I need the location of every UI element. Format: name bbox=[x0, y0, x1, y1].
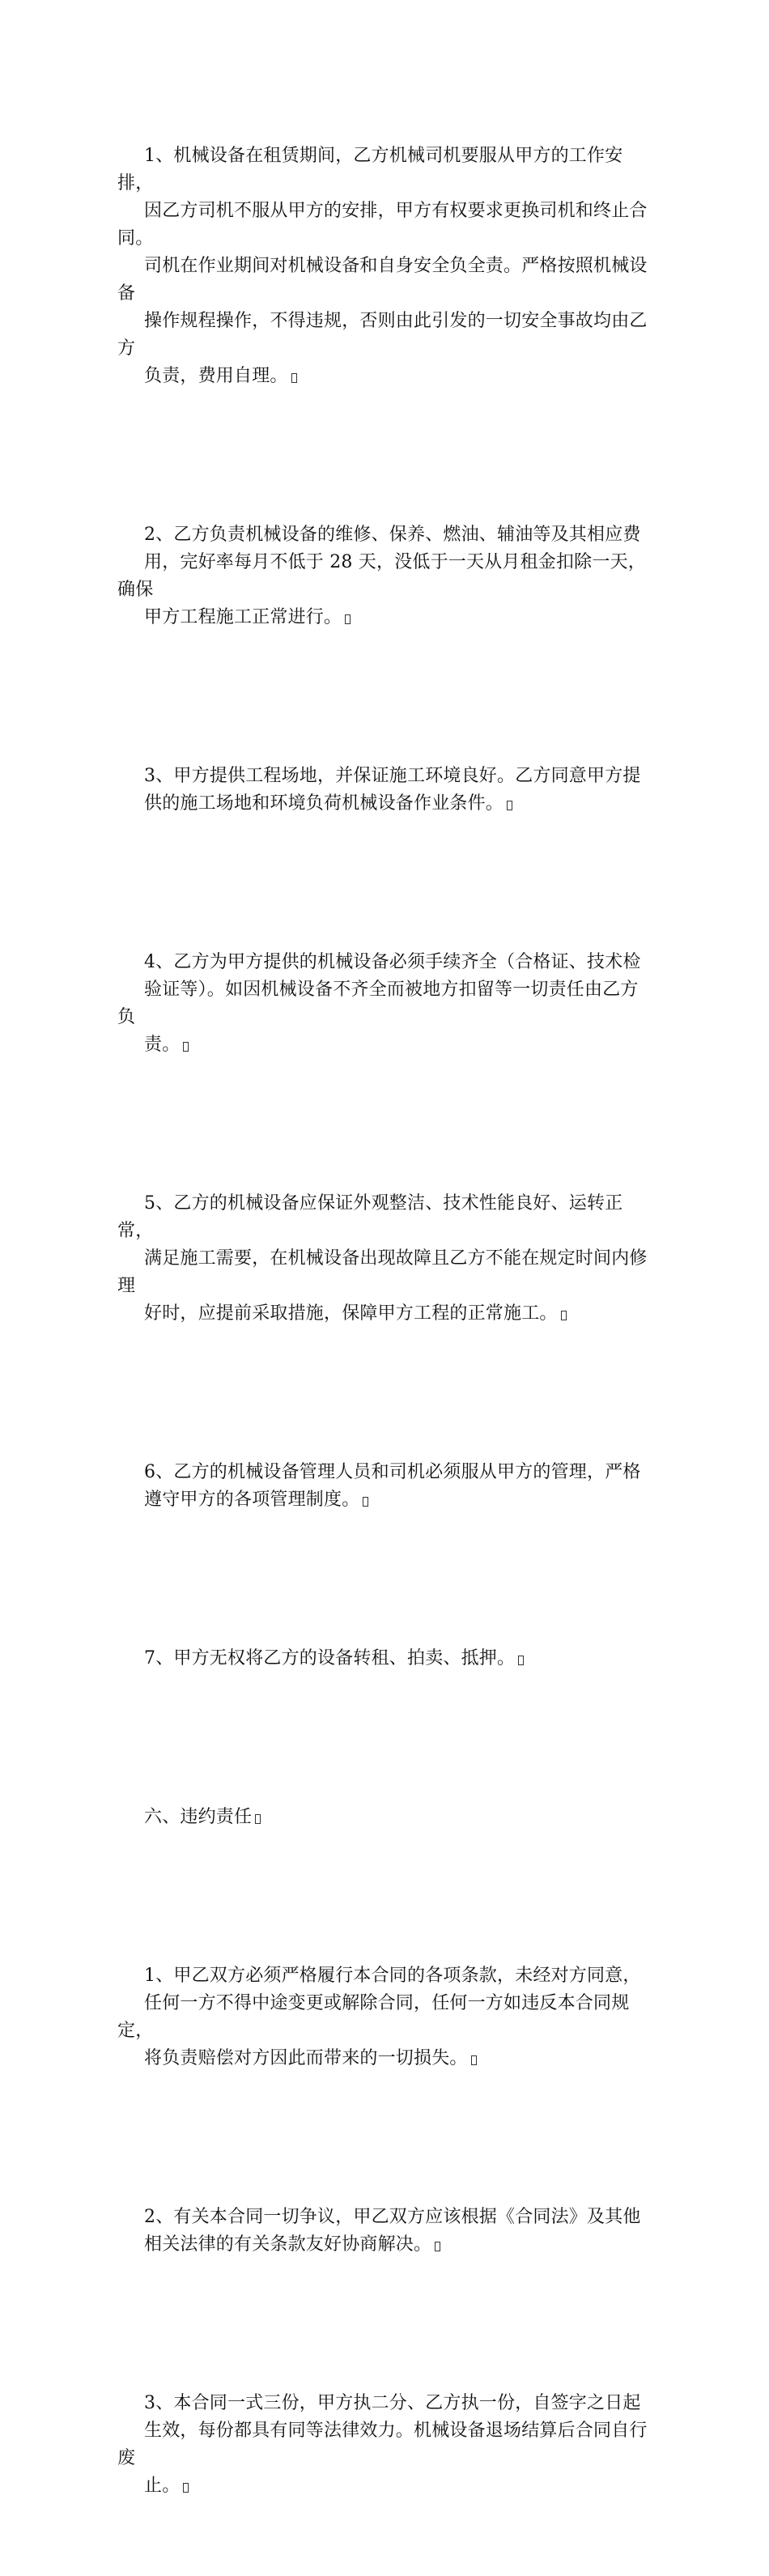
text-line-content: 遵守甲方的各项管理制度。 bbox=[144, 1490, 360, 1510]
paragraph-5 bbox=[117, 1135, 656, 1383]
paragraph-7 bbox=[117, 1590, 656, 1728]
paragraph-mark-icon bbox=[183, 1042, 189, 1052]
text-line-content: 责。 bbox=[144, 1035, 181, 1055]
paragraph-mark-icon bbox=[518, 1656, 524, 1665]
text-line-content: 负责，费用自理。 bbox=[144, 366, 288, 386]
text-line: 1、机械设备在租赁期间，乙方机械司机要服从甲方的工作安排， bbox=[117, 146, 623, 193]
paragraph-mark-icon bbox=[291, 373, 297, 383]
text-line bbox=[117, 2045, 656, 2072]
text-line bbox=[117, 604, 656, 631]
text-line-content: 供的施工场地和环境负荷机械设备作业条件。 bbox=[144, 793, 504, 814]
paragraph-2 bbox=[117, 466, 656, 687]
text-line: 因乙方司机不服从甲方的安排，甲方有权要求更换司机和终止合同。 bbox=[117, 201, 648, 249]
paragraph-mark-icon bbox=[183, 2483, 189, 2493]
text-line: 6、乙方的机械设备管理人员和司机必须服从甲方的管理，严格 bbox=[144, 1462, 641, 1482]
text-line-content: 将负责赔偿对方因此而带来的一切损失。 bbox=[144, 2048, 468, 2068]
text-line: 1、甲乙双方必须严格履行本合同的各项条款，未经对方同意， bbox=[144, 1966, 641, 1986]
text-line-content: 甲方工程施工正常进行。 bbox=[144, 607, 342, 627]
text-line bbox=[117, 1486, 656, 1514]
text-line-content: 7、甲方无权将乙方的设备转租、拍卖、抵押。 bbox=[144, 1648, 516, 1668]
paragraph-1 bbox=[117, 87, 656, 445]
section-heading bbox=[117, 1749, 656, 1886]
text-line-content: 六、违约责任 bbox=[144, 1807, 253, 1827]
text-line: 2、乙方负责机械设备的维修、保养、燃油、辅油等及其相应费 bbox=[144, 525, 641, 545]
text-line bbox=[117, 363, 656, 390]
text-line-content: 相关法律的有关条款友好协商解决。 bbox=[144, 2234, 432, 2255]
text-line: 满足施工需要，在机械设备出现故障且乙方不能在规定时间内修理 bbox=[117, 1248, 648, 1296]
text-line bbox=[117, 1804, 656, 1831]
text-line: 任何一方不得中途变更或解除合同，任何一方如违反本合同规定， bbox=[117, 1993, 630, 2041]
text-line: 5、乙方的机械设备应保证外观整洁、技术性能良好、运转正常， bbox=[117, 1193, 623, 1241]
paragraph-mark-icon bbox=[345, 614, 351, 624]
paragraph-4 bbox=[117, 894, 656, 1114]
text-line: 2、有关本合同一切争议，甲乙双方应该根据《合同法》及其他 bbox=[144, 2207, 641, 2227]
text-line bbox=[117, 1300, 656, 1328]
text-line bbox=[117, 1031, 656, 1059]
text-line: 4、乙方为甲方提供的机械设备必须手续齐全（合格证、技术检 bbox=[144, 952, 641, 972]
text-line: 生效，每份都具有同等法律效力。机械设备退场结算后合同自行废 bbox=[117, 2421, 648, 2468]
text-line: 3、甲方提供工程场地，并保证施工环境良好。乙方同意甲方提 bbox=[144, 766, 641, 786]
text-line: 操作规程操作，不得违规，否则由此引发的一切安全事故均由乙方 bbox=[117, 311, 648, 359]
text-line-content: 好时，应提前采取措施，保障甲方工程的正常施工。 bbox=[144, 1303, 558, 1324]
text-line: 用，完好率每月不低于 28 天，没低于一天从月租金扣除一天，确保 bbox=[117, 552, 646, 600]
document-body bbox=[117, 87, 656, 2576]
text-line: 验证等）。如因机械设备不齐全而被地方扣留等一切责任由乙方负 bbox=[117, 980, 639, 1027]
paragraph-9 bbox=[117, 1907, 656, 2128]
paragraph-10 bbox=[117, 2149, 656, 2314]
paragraph-mark-icon bbox=[363, 1497, 368, 1507]
text-line: 司机在作业期间对机械设备和自身安全负全责。严格按照机械设备 bbox=[117, 256, 648, 304]
paragraph-mark-icon bbox=[561, 1311, 567, 1320]
text-line-content: 止。 bbox=[144, 2476, 181, 2496]
paragraph-mark-icon bbox=[471, 2055, 477, 2065]
paragraph-mark-icon bbox=[255, 1814, 261, 1824]
paragraph-11 bbox=[117, 2335, 656, 2555]
paragraph-mark-icon bbox=[435, 2242, 440, 2251]
text-line bbox=[117, 790, 656, 818]
text-line: 3、本合同一式三份，甲方执二分、乙方执一份，自签字之日起 bbox=[144, 2393, 641, 2413]
paragraph-6 bbox=[117, 1404, 656, 1569]
text-line bbox=[117, 2472, 656, 2500]
text-line bbox=[117, 1645, 656, 1673]
text-line bbox=[117, 2231, 656, 2259]
paragraph-3 bbox=[117, 708, 656, 873]
paragraph-mark-icon bbox=[507, 801, 512, 810]
